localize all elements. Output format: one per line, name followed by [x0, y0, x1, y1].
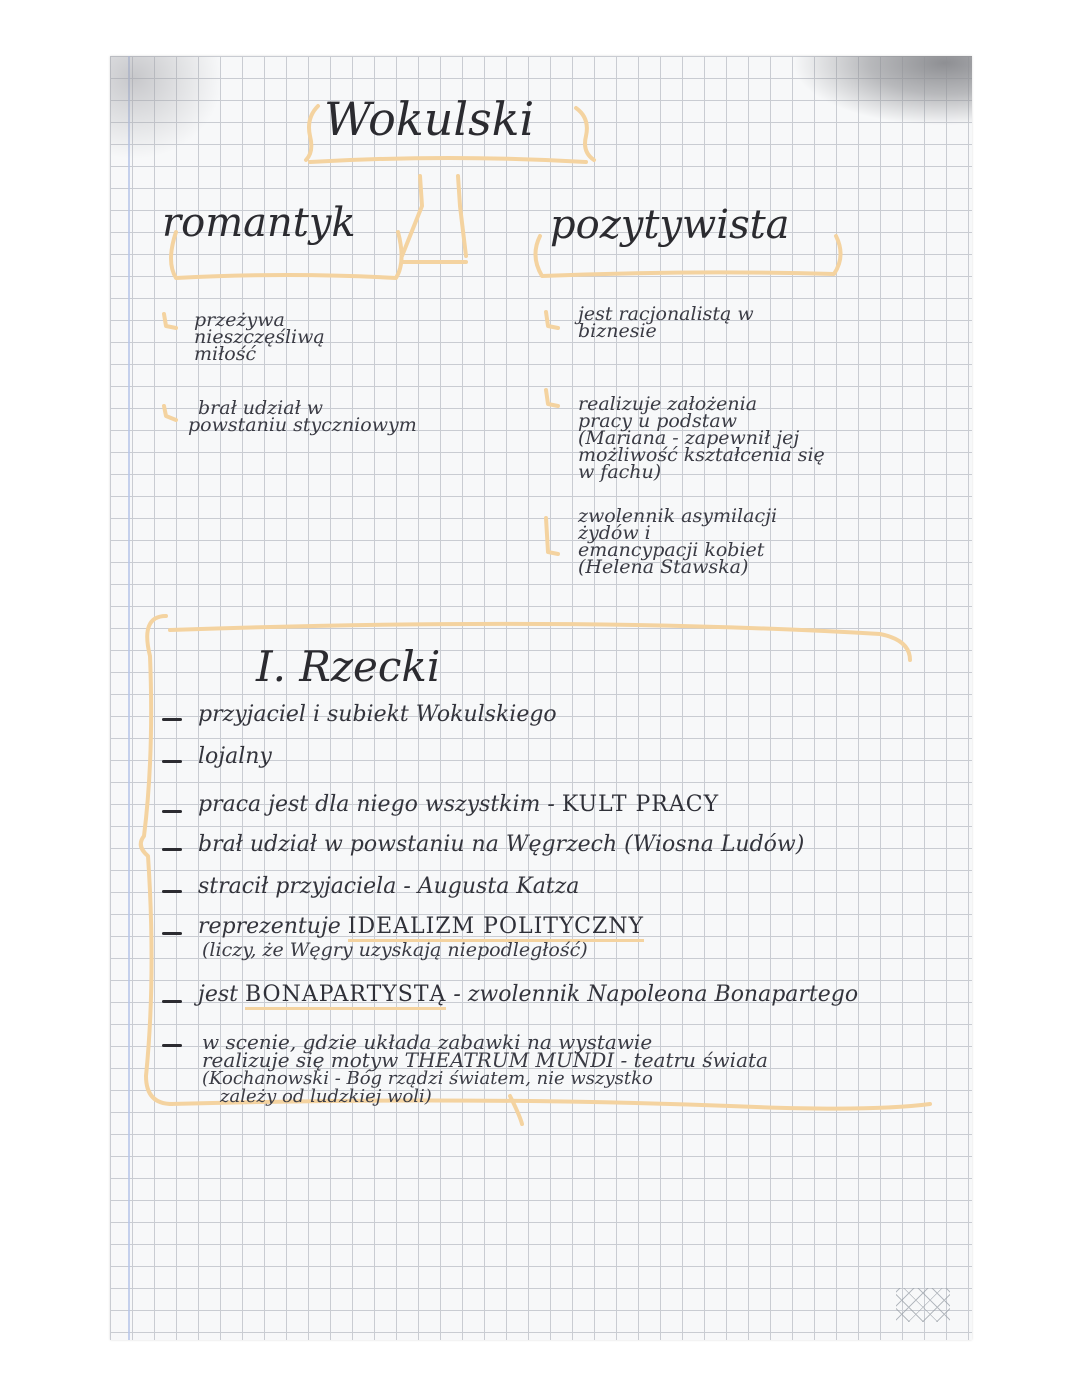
wokulski-title: Wokulski	[324, 92, 535, 146]
list-dash	[162, 890, 182, 893]
list-item: brał udział w powstaniu na Węgrzech (Wiosna Ludów)	[198, 832, 805, 857]
list-dash	[162, 810, 182, 813]
highlight-bonapartysta: BONAPARTYSTĄ	[245, 982, 446, 1010]
list-dash	[162, 760, 182, 763]
pozytywista-heading: pozytywista	[550, 202, 790, 248]
list-dash	[162, 932, 182, 935]
highlight-idealizm: IDEALIZM POLITYCZNY	[348, 914, 644, 942]
list-item: reprezentuje IDEALIZM POLITYCZNY	[198, 914, 644, 939]
highlighter-decorations	[110, 56, 972, 1340]
list-item: przyjaciel i subiekt Wokulskiego	[198, 702, 557, 727]
rzecki-title: I. Rzecki	[256, 642, 441, 691]
romantyk-heading: romantyk	[162, 200, 356, 246]
list-dash	[162, 718, 182, 721]
list-item: stracił przyjaciela - Augusta Katza	[198, 874, 580, 899]
hatch-doodle	[896, 1288, 950, 1322]
list-item: praca jest dla niego wszystkim - KULT PRACY	[198, 792, 720, 817]
list-dash	[162, 1044, 182, 1047]
list-dash	[162, 1000, 182, 1003]
highlight-kult-pracy: KULT PRACY	[561, 792, 720, 817]
list-item: jest BONAPARTYSTĄ - zwolennik Napoleona Bonapartego	[198, 982, 858, 1007]
list-item: lojalny	[198, 744, 272, 769]
list-dash	[162, 848, 182, 851]
list-item-note: (liczy, że Węgry uzyskają niepodległość)	[202, 939, 588, 961]
notebook-page: Wokulski romantyk przeżywa nieszczęśliwą miłość brał udział w powstaniu styczniowym pozytywista jest racjonalistą w biznesie realizuje założenia pracy u podstaw (Mariana - zapewnił jej możliwość kształcenia się w fachu) zwolennik asymilacji żydów i emancypacji kobiet (Helena Stawska) I. Rzecki przyjaciel i subiekt Wokulskiego lojalny praca jest dla niego wszystkim - KULT PRACY brał udział w powstaniu na Węgrzech (Wiosna Ludów) stracił przyjaciela - Augusta Katza reprezentuje IDEALIZM POLITYCZNY (liczy, że Węgry uzyskają niepodległość) jest BONAPARTYSTĄ - zwolennik Napoleona Bonapartego w scenie, gdzie układa zabawki na wystawie realizuje się motyw THEATRUM MUNDI - teatru świata (Kochanowski - Bóg rządzi światem, nie wszystko zależy od ludzkiej woli)	[110, 56, 972, 1340]
